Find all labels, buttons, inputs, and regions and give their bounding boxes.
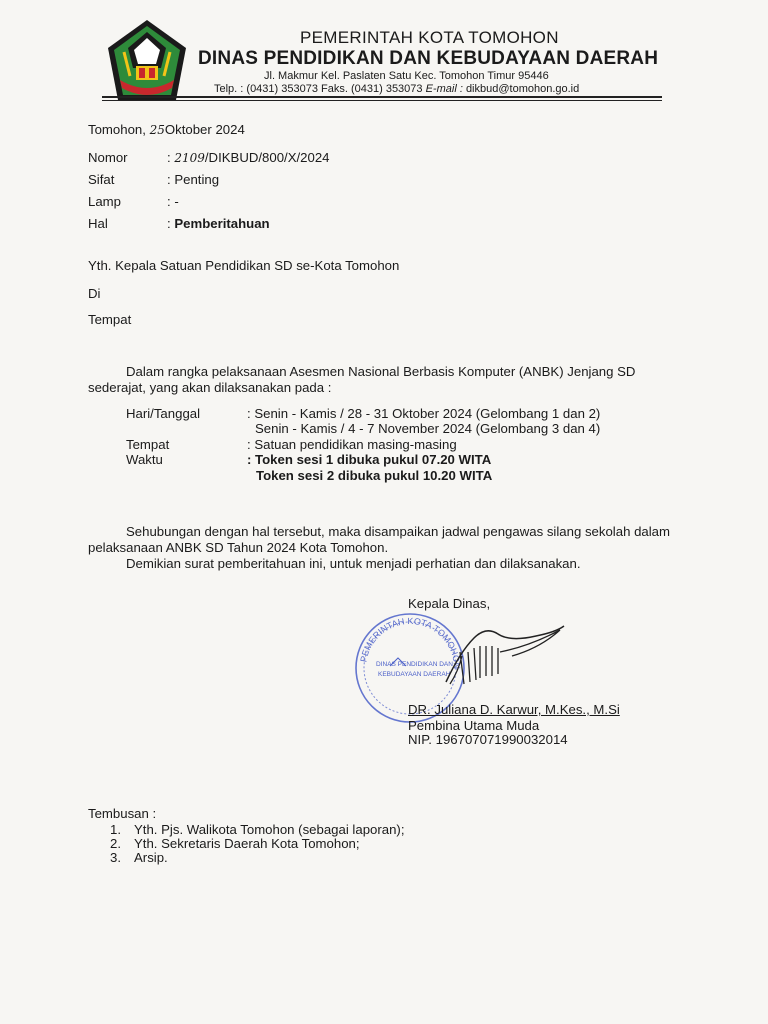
email-address[interactable]: dikbud@tomohon.go.id bbox=[465, 83, 580, 95]
nomor-handwritten: 2109 bbox=[174, 151, 205, 165]
cc-item-text: Yth. Sekretaris Daerah Kota Tomohon; bbox=[134, 836, 360, 851]
schedule-day-value-2: Senin - Kamis / 4 - 7 November 2024 (Gelombang 3 dan 4) bbox=[255, 421, 601, 436]
date-day-handwritten: 25 bbox=[149, 123, 165, 137]
signatory-nip: NIP. 196707071990032014 bbox=[408, 732, 568, 747]
email-label: E-mail : bbox=[425, 83, 463, 95]
cc-item-text: Arsip. bbox=[134, 850, 168, 865]
city-emblem-logo bbox=[106, 18, 188, 102]
closing-line-3: Demikian surat pemberitahuan ini, untuk menjadi perhatian dan dilaksanakan. bbox=[126, 556, 581, 571]
signatory-title: Kepala Dinas, bbox=[408, 596, 491, 611]
meta-label-lamp: Lamp bbox=[88, 194, 121, 209]
schedule-time-value-1: : Token sesi 1 dibuka pukul 07.20 WITA bbox=[247, 452, 492, 467]
cc-item-text: Yth. Pjs. Walikota Tomohon (sebagai laporan); bbox=[134, 822, 405, 837]
schedule-place-label: Tempat bbox=[126, 437, 170, 452]
schedule-time-value-2: Token sesi 2 dibuka pukul 10.20 WITA bbox=[256, 468, 493, 483]
meta-value-hal: : Pemberitahuan bbox=[167, 216, 270, 231]
schedule-day-value-1: : Senin - Kamis / 28 - 31 Oktober 2024 (Gelombang 1 dan 2) bbox=[247, 406, 601, 421]
cc-heading: Tembusan : bbox=[88, 806, 157, 821]
schedule-day-label: Hari/Tanggal bbox=[126, 406, 201, 421]
cc-item-number: 3. bbox=[110, 850, 121, 865]
date-month-year: Oktober 2024 bbox=[164, 122, 245, 137]
recipient-name: Yth. Kepala Satuan Pendidikan SD se-Kota Tomohon bbox=[88, 258, 400, 273]
letter-date bbox=[88, 122, 245, 137]
department-name: DINAS PENDIDIKAN DAN KEBUDAYAAN DAERAH bbox=[198, 48, 659, 69]
phone-fax: Telp. : (0431) 353073 Faks. (0431) 353073 bbox=[214, 83, 423, 95]
stamp-inner-line-1: DINAS PENDIDIKAN DAN bbox=[376, 661, 453, 668]
stamp-outer-text: PEMERINTAH KOTA TOMOHON bbox=[358, 615, 463, 670]
stamp-inner-line-2: KEBUDAYAAN DAERAH bbox=[378, 671, 451, 678]
nomor-suffix: /DIKBUD/800/X/2024 bbox=[204, 150, 330, 165]
recipient-di: Di bbox=[88, 286, 101, 301]
schedule-place-value: : Satuan pendidikan masing-masing bbox=[247, 437, 457, 452]
meta-label-nomor: Nomor bbox=[88, 150, 128, 165]
meta-label-sifat: Sifat bbox=[88, 172, 115, 187]
schedule-time-label: Waktu bbox=[126, 452, 163, 467]
intro-line-2: sederajat, yang akan dilaksanakan pada : bbox=[88, 380, 332, 395]
office-contact bbox=[214, 83, 579, 95]
letterhead-rule-thin bbox=[102, 100, 662, 101]
government-name: PEMERINTAH KOTA TOMOHON bbox=[300, 28, 559, 47]
signatory-name: DR. Juliana D. Karwur, M.Kes., M.Si bbox=[408, 702, 620, 717]
date-city: Tomohon, bbox=[88, 122, 146, 137]
closing-line-1: Sehubungan dengan hal tersebut, maka disampaikan jadwal pengawas silang sekolah dalam bbox=[126, 524, 670, 539]
recipient-place: Tempat bbox=[88, 312, 132, 327]
meta-value-sifat: : Penting bbox=[167, 172, 220, 187]
closing-line-2: pelaksanaan ANBK SD Tahun 2024 Kota Tomohon. bbox=[88, 540, 389, 555]
meta-value-lamp: : - bbox=[167, 194, 179, 209]
cc-item-number: 1. bbox=[110, 822, 121, 837]
signatory-rank: Pembina Utama Muda bbox=[408, 718, 540, 733]
letterhead-rule-thick bbox=[102, 96, 662, 98]
meta-value-nomor: : 2109/DIKBUD/800/X/2024 bbox=[167, 150, 330, 165]
cc-item-number: 2. bbox=[110, 836, 121, 851]
office-address: Jl. Makmur Kel. Paslaten Satu Kec. Tomohon Timur 95446 bbox=[264, 70, 549, 82]
intro-line-1: Dalam rangka pelaksanaan Asesmen Nasional Berbasis Komputer (ANBK) Jenjang SD bbox=[126, 364, 636, 379]
handwritten-signature bbox=[440, 612, 570, 694]
meta-label-hal: Hal bbox=[88, 216, 108, 231]
